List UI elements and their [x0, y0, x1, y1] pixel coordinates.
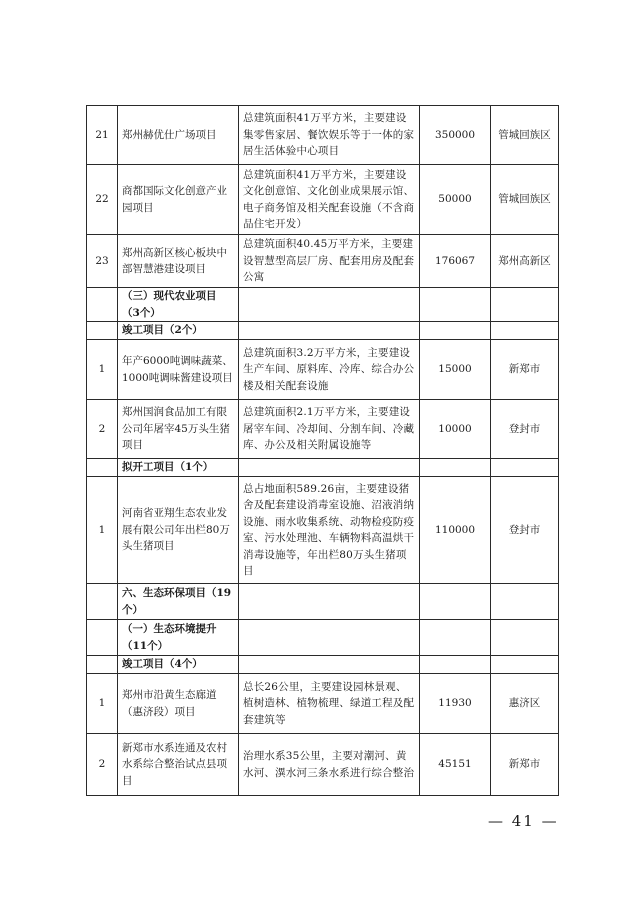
project-location: 新郑市 — [491, 734, 559, 796]
project-location: 管城回族区 — [491, 106, 559, 165]
investment-amount: 176067 — [420, 235, 491, 288]
row-number: 2 — [87, 400, 118, 459]
section-row — [87, 288, 559, 322]
subsection-heading: 拟开工项目（1个） — [118, 459, 239, 477]
table-row — [87, 235, 559, 288]
section-heading: （一）生态环境提升（11个） — [118, 620, 239, 656]
row-number: 23 — [87, 235, 118, 288]
project-table — [86, 105, 559, 796]
project-location: 登封市 — [491, 477, 559, 584]
project-name: 郑州赫优仕广场项目 — [118, 106, 239, 165]
section-heading: 六、生态环保项目（19个） — [118, 584, 239, 620]
project-name: 郑州市沿黄生态廊道（惠济段）项目 — [118, 674, 239, 734]
investment-amount: 50000 — [420, 165, 491, 235]
investment-amount: 45151 — [420, 734, 491, 796]
row-number: 2 — [87, 734, 118, 796]
table-row — [87, 400, 559, 459]
investment-amount: 350000 — [420, 106, 491, 165]
table-row — [87, 674, 559, 734]
project-location: 登封市 — [491, 400, 559, 459]
section-heading: （三）现代农业项目（3个） — [118, 288, 239, 322]
project-name: 商都国际文化创意产业园项目 — [118, 165, 239, 235]
project-location: 新郑市 — [491, 340, 559, 400]
project-description: 总建筑面积41万平方米，主要建设集零售家居、餐饮娱乐等于一体的家居生活体验中心项目 — [239, 106, 420, 165]
subsection-row — [87, 459, 559, 477]
section-row — [87, 620, 559, 656]
subsection-heading: 竣工项目（4个） — [118, 656, 239, 674]
subsection-row — [87, 322, 559, 340]
investment-amount: 11930 — [420, 674, 491, 734]
project-name: 郑州国润食品加工有限公司年屠宰45万头生猪项目 — [118, 400, 239, 459]
project-description: 总建筑面积40.45万平方米，主要建设智慧型高层厂房、配套用房及配套公寓 — [239, 235, 420, 288]
project-description: 治理水系35公里，主要对潮河、黄水河、潩水河三条水系进行综合整治 — [239, 734, 420, 796]
subsection-heading: 竣工项目（2个） — [118, 322, 239, 340]
row-number: 22 — [87, 165, 118, 235]
project-location: 管城回族区 — [491, 165, 559, 235]
section-row — [87, 584, 559, 620]
subsection-row — [87, 656, 559, 674]
project-description: 总建筑面积41万平方米，主要建设文化创意馆、文化创业成果展示馆、电子商务馆及相关配套设施（不含商品住宅开发） — [239, 165, 420, 235]
project-description: 总建筑面积2.1万平方米，主要建设屠宰车间、冷却间、分割车间、冷藏库、办公及相关附属设施等 — [239, 400, 420, 459]
project-location: 惠济区 — [491, 674, 559, 734]
project-name: 郑州高新区核心板块中部智慧港建设项目 — [118, 235, 239, 288]
investment-amount: 110000 — [420, 477, 491, 584]
project-description: 总占地面积589.26亩，主要建设猪舍及配套建设消毒室设施、沼液消纳设施、雨水收集系统、动物检疫防疫室、污水处理池、车辆物料高温烘干消毒设施等，年出栏80万头生猪项目 — [239, 477, 420, 584]
table-row — [87, 734, 559, 796]
investment-amount: 10000 — [420, 400, 491, 459]
project-location: 郑州高新区 — [491, 235, 559, 288]
row-number: 1 — [87, 674, 118, 734]
table-row — [87, 477, 559, 584]
project-description: 总长26公里，主要建设园林景观、植树造林、植物梳理、绿道工程及配套建筑等 — [239, 674, 420, 734]
table-row — [87, 340, 559, 400]
row-number: 21 — [87, 106, 118, 165]
project-name: 年产6000吨调味蔬菜、1000吨调味酱建设项目 — [118, 340, 239, 400]
project-name: 新郑市水系连通及农村水系综合整治试点县项目 — [118, 734, 239, 796]
page-number: — 41 — — [488, 812, 559, 830]
table-row — [87, 106, 559, 165]
row-number: 1 — [87, 477, 118, 584]
row-number: 1 — [87, 340, 118, 400]
investment-amount: 15000 — [420, 340, 491, 400]
table-row — [87, 165, 559, 235]
project-name: 河南省亚翔生态农业发展有限公司年出栏80万头生猪项目 — [118, 477, 239, 584]
project-description: 总建筑面积3.2万平方米，主要建设生产车间、原料库、冷库、综合办公楼及相关配套设施 — [239, 340, 420, 400]
